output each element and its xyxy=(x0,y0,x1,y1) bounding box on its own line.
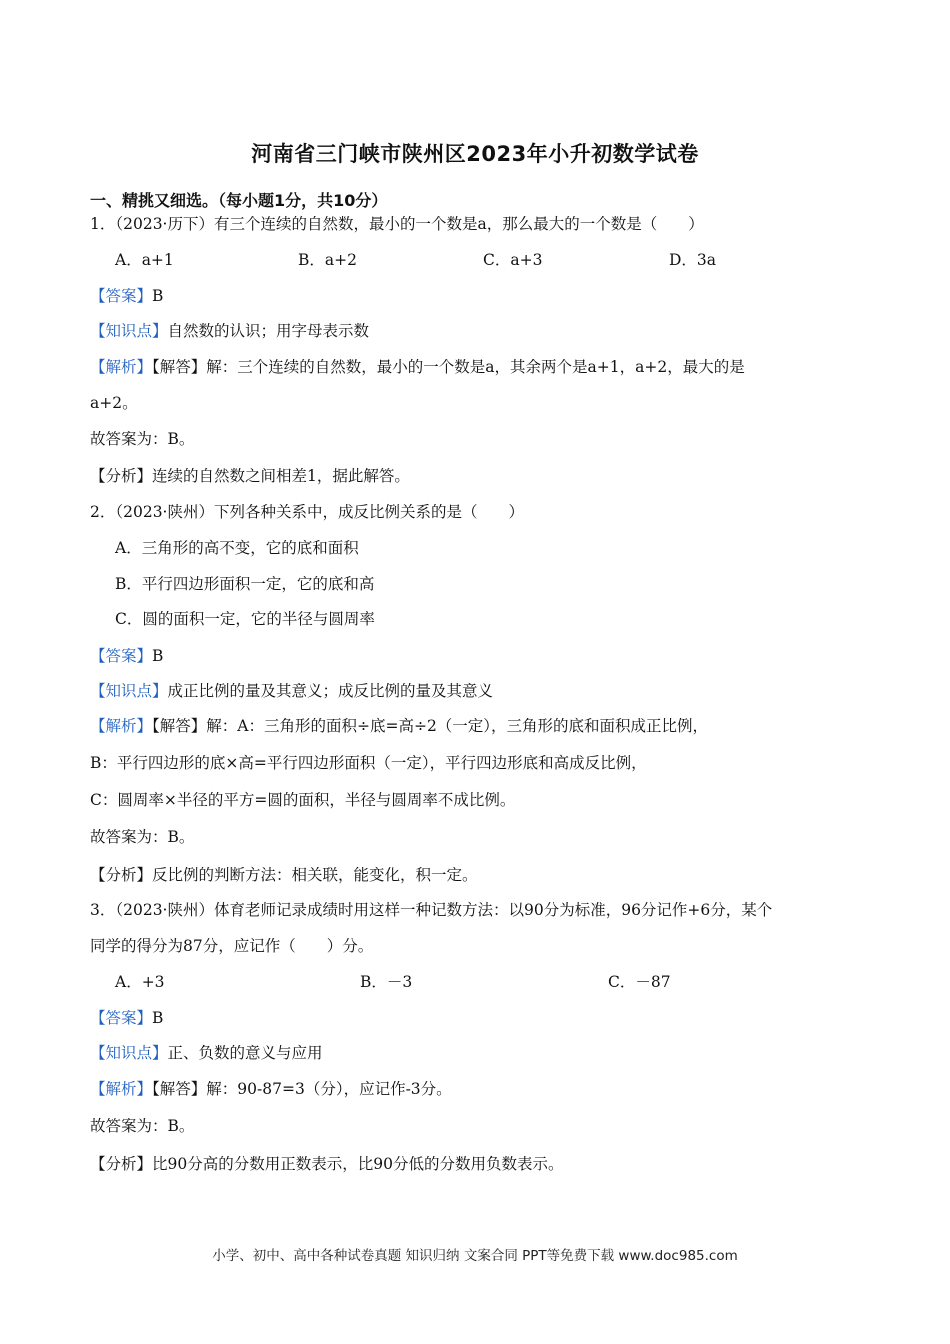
question-2-option-c: C．圆的面积一定，它的半径与圆周率 xyxy=(115,610,375,628)
question-3-conclusion: 故答案为：B。 xyxy=(90,1117,195,1135)
question-2-comment xyxy=(90,865,478,885)
question-3-solution xyxy=(90,1079,452,1099)
comment-tag: 【分析】 xyxy=(90,866,153,884)
section-heading: 一、精挑又细选。（每小题1分，共10分） xyxy=(90,191,388,210)
question-1-option-d: D．3a xyxy=(669,251,717,269)
question-1-solution xyxy=(90,357,745,377)
knowledge-tag: 【知识点】 xyxy=(90,682,168,700)
knowledge-value: 正、负数的意义与应用 xyxy=(167,1044,323,1062)
answer-value: B xyxy=(152,287,164,305)
question-2-knowledge xyxy=(90,681,493,701)
question-1-conclusion: 故答案为：B。 xyxy=(90,430,195,448)
question-3-option-c: C．－87 xyxy=(608,973,671,991)
knowledge-tag: 【知识点】 xyxy=(90,322,168,340)
page-title: 河南省三门峡市陕州区2023年小升初数学试卷 xyxy=(251,142,699,166)
knowledge-value: 自然数的认识；用字母表示数 xyxy=(167,322,370,340)
page-footer: 小学、初中、高中各种试卷真题 知识归纳 文案合同 PPT等免费下载 www.doc985.com xyxy=(212,1248,738,1264)
solution-text: 解：A：三角形的面积÷底=高÷2（一定），三角形的底和面积成正比例， xyxy=(206,717,709,735)
question-2-answer xyxy=(90,646,163,666)
question-2-solution-c: C：圆周率×半径的平方=圆的面积，半径与圆周率不成比例。 xyxy=(90,791,516,809)
question-2-option-b: B．平行四边形面积一定，它的底和高 xyxy=(115,575,375,593)
solution-text: 解：三个连续的自然数，最小的一个数是a，其余两个是a+1，a+2，最大的是 xyxy=(206,358,745,376)
solution-tag: 【解答】 xyxy=(152,1080,207,1098)
question-2-stem: 2．（2023·陕州）下列各种关系中，成反比例关系的是（ ） xyxy=(90,503,524,521)
question-2-solution xyxy=(90,716,708,736)
analysis-tag: 【解析】 xyxy=(90,717,153,735)
question-3-stem: 3．（2023·陕州）体育老师记录成绩时用这样一种记数方法：以90分为标准，96分记作+6分，某个 xyxy=(90,901,773,919)
answer-tag: 【答案】 xyxy=(90,287,153,305)
question-3-answer xyxy=(90,1008,163,1028)
question-1-comment xyxy=(90,466,410,486)
answer-value: B xyxy=(152,647,164,665)
analysis-tag: 【解析】 xyxy=(90,1080,153,1098)
question-2-conclusion: 故答案为：B。 xyxy=(90,828,195,846)
question-1-answer xyxy=(90,286,163,306)
comment-text: 反比例的判断方法：相关联，能变化，积一定。 xyxy=(152,866,478,884)
comment-text: 连续的自然数之间相差1，据此解答。 xyxy=(152,467,410,485)
answer-tag: 【答案】 xyxy=(90,647,153,665)
question-1-option-a: A．a+1 xyxy=(115,251,174,269)
question-3-option-b: B．－3 xyxy=(360,973,413,991)
knowledge-value: 成正比例的量及其意义；成反比例的量及其意义 xyxy=(167,682,494,700)
knowledge-tag: 【知识点】 xyxy=(90,1044,168,1062)
solution-tag: 【解答】 xyxy=(152,717,207,735)
question-1-knowledge xyxy=(90,321,369,341)
question-1-solution-cont: a+2。 xyxy=(90,394,138,412)
question-2-solution-b: B：平行四边形的底×高=平行四边形面积（一定），平行四边形底和高成反比例， xyxy=(90,754,647,772)
question-1-option-b: B．a+2 xyxy=(298,251,357,269)
question-3-knowledge xyxy=(90,1043,323,1063)
question-1-stem: 1．（2023·历下）有三个连续的自然数，最小的一个数是a，那么最大的一个数是（ ） xyxy=(90,215,704,233)
comment-text: 比90分高的分数用正数表示，比90分低的分数用负数表示。 xyxy=(152,1155,564,1173)
question-2-option-a: A．三角形的高不变，它的底和面积 xyxy=(115,539,359,557)
question-1-option-c: C．a+3 xyxy=(483,251,543,269)
solution-text: 解：90-87=3（分），应记作-3分。 xyxy=(206,1080,452,1098)
answer-tag: 【答案】 xyxy=(90,1009,153,1027)
question-3-stem-cont: 同学的得分为87分，应记作（ ）分。 xyxy=(90,937,374,955)
solution-tag: 【解答】 xyxy=(152,358,207,376)
question-3-option-a: A．+3 xyxy=(115,973,165,991)
answer-value: B xyxy=(152,1009,164,1027)
question-3-comment xyxy=(90,1154,563,1174)
comment-tag: 【分析】 xyxy=(90,467,153,485)
analysis-tag: 【解析】 xyxy=(90,358,153,376)
comment-tag: 【分析】 xyxy=(90,1155,153,1173)
